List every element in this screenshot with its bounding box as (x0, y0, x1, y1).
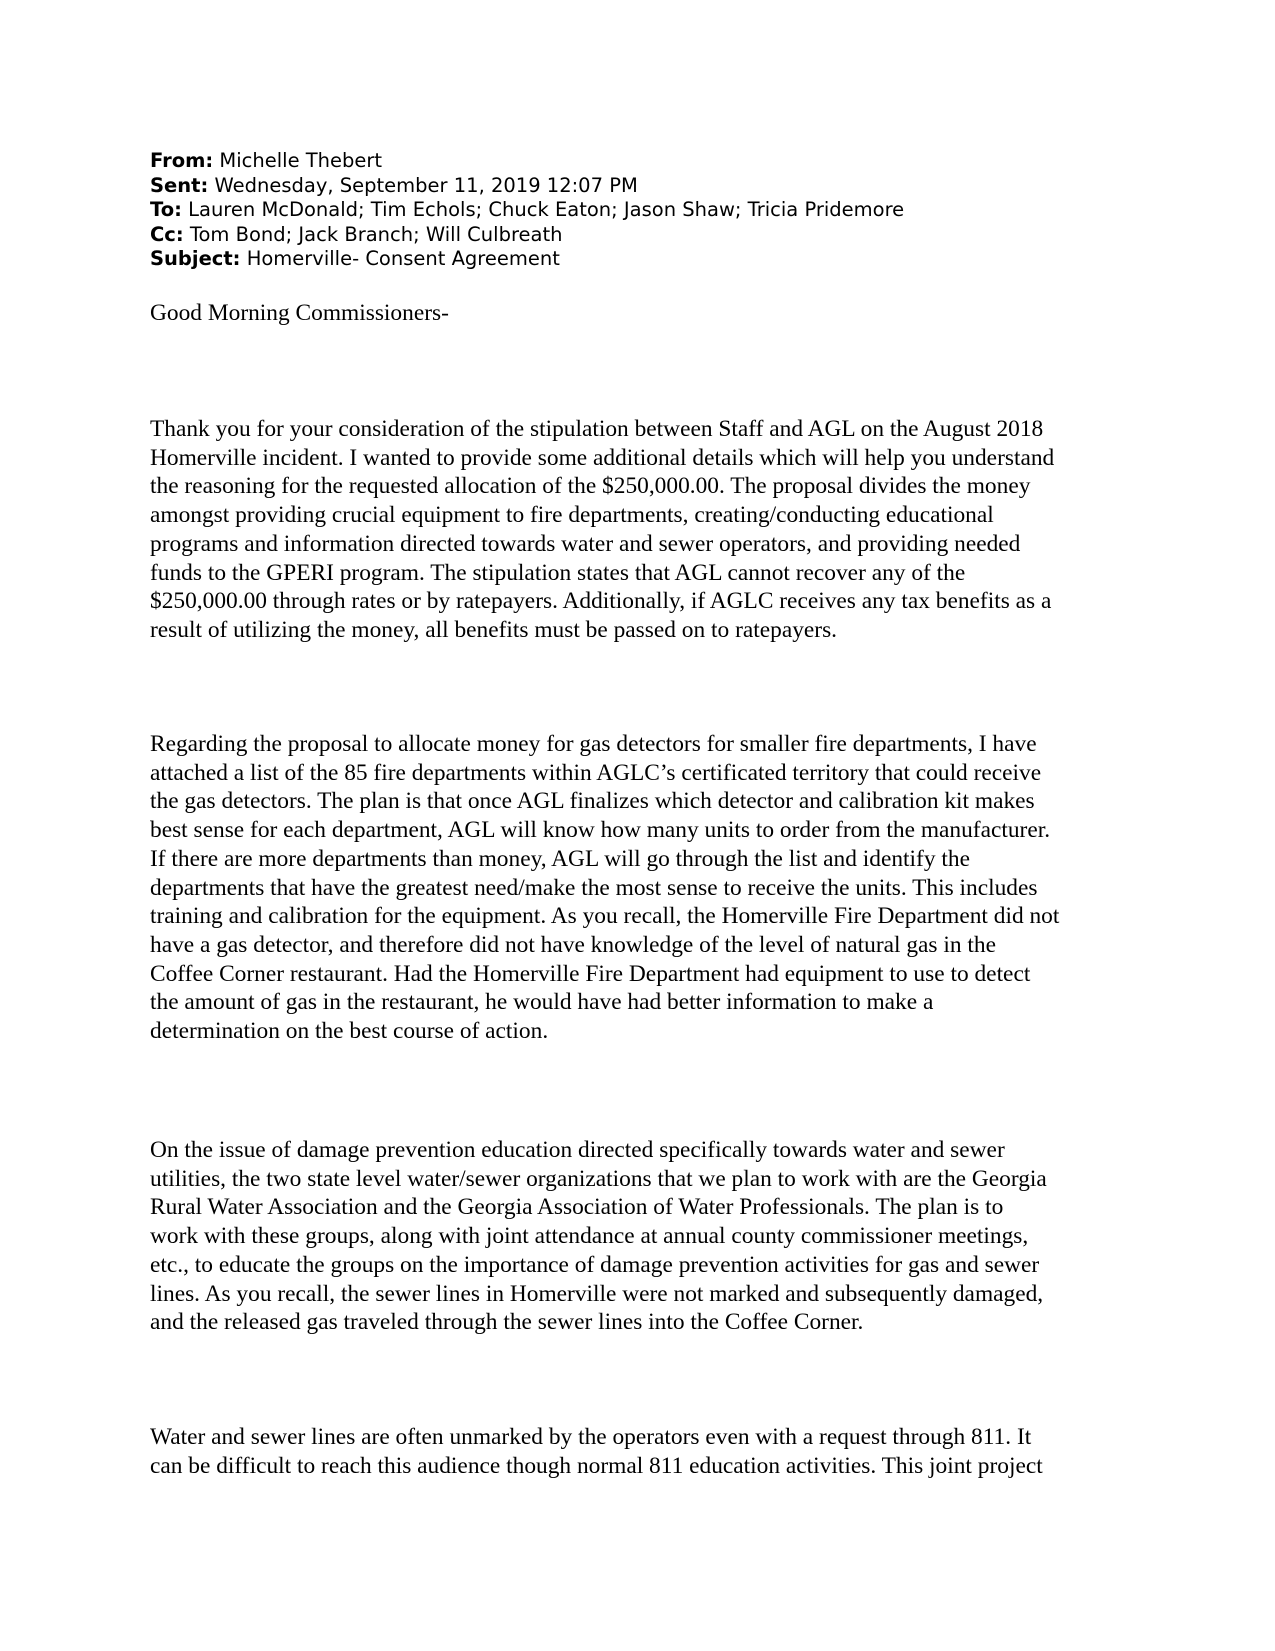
paragraph-stipulation (150, 415, 1200, 645)
to-row (150, 198, 1150, 223)
sent-label: Sent: (150, 173, 209, 197)
paragraph-line: best sense for each department, AGL will know how many units to order from the manufacturer. (150, 817, 1051, 844)
paragraph-line: work with these groups, along with joint attendance at annual county commissioner meetings, (150, 1223, 1029, 1250)
paragraph-line: Regarding the proposal to allocate money for gas detectors for smaller fire departments, I have (150, 731, 1037, 757)
subject-label: Subject: (150, 247, 241, 270)
sent-value: Wednesday, September 11, 2019 12:07 PM (214, 173, 638, 197)
cc-value: Tom Bond; Jack Branch; Will Culbreath (189, 222, 563, 246)
paragraph-water-sewer-lines (150, 1423, 1200, 1480)
paragraph-line: $250,000.00 through rates or by ratepayers. Additionally, if AGLC receives any tax benefits as a (150, 588, 1052, 615)
sent-row (150, 174, 1150, 199)
paragraph-line: If there are more departments than money, AGL will go through the list and identify the (150, 845, 970, 872)
cc-label: Cc: (150, 222, 184, 246)
to-label: To: (150, 198, 182, 221)
paragraph-line: the gas detectors. The plan is that once AGL finalizes which detector and calibration kit makes (150, 788, 1035, 815)
paragraph-line: departments that have the greatest need/make the most sense to receive the units. This includes (150, 874, 1038, 901)
paragraph-line: etc., to educate the groups on the importance of damage prevention activities for gas and sewer (150, 1251, 1040, 1278)
subject-value: Homerville- Consent Agreement (246, 247, 560, 270)
paragraph-line: On the issue of damage prevention education directed specifically towards water and sewer (150, 1137, 1005, 1163)
paragraph-line: attached a list of the 85 fire departments within AGLC’s certificated territory that could receive (150, 759, 1042, 786)
paragraph-line: determination on the best course of action. (150, 1018, 549, 1045)
subject-row (150, 247, 1150, 272)
paragraph-line: funds to the GPERI program. The stipulation states that AGL cannot recover any of the (150, 559, 966, 586)
paragraph-damage-prevention (150, 1136, 1200, 1337)
paragraph-line: amongst providing crucial equipment to fire departments, creating/conducting educational (150, 502, 994, 529)
greeting-text: Good Morning Commissioners- (150, 300, 449, 326)
to-value: Lauren McDonald; Tim Echols; Chuck Eaton; Jason Shaw; Tricia Pridemore (188, 198, 905, 221)
paragraph-line: training and calibration for the equipment. As you recall, the Homerville Fire Department did not (150, 903, 1060, 930)
email-header (150, 149, 1150, 272)
paragraph-line: Rural Water Association and the Georgia Association of Water Professionals. The plan is to (150, 1194, 1004, 1221)
paragraph-line: lines. As you recall, the sewer lines in Homerville were not marked and subsequently damaged, (150, 1280, 1044, 1307)
from-label: From: (150, 149, 214, 172)
paragraph-line: result of utilizing the money, all benefits must be passed on to ratepayers. (150, 616, 838, 643)
paragraph-line: Homerville incident. I wanted to provide some additional details which will help you understand (150, 444, 1055, 471)
paragraph-line: Water and sewer lines are often unmarked by the operators even with a request through 811. It (150, 1424, 1032, 1450)
from-value: Michelle Thebert (219, 149, 383, 172)
paragraph-line: and the released gas traveled through the sewer lines into the Coffee Corner. (150, 1309, 864, 1336)
paragraph-line: the reasoning for the requested allocation of the $250,000.00. The proposal divides the money (150, 473, 1031, 500)
paragraph-line: utilities, the two state level water/sewer organizations that we plan to work with are the Georgia (150, 1165, 1047, 1192)
greeting (150, 299, 1200, 328)
paragraph-line: can be difficult to reach this audience though normal 811 education activities. This joint project (150, 1452, 1043, 1479)
cc-row (150, 223, 1150, 248)
paragraph-line: the amount of gas in the restaurant, he would have had better information to make a (150, 989, 934, 1016)
paragraph-gas-detectors (150, 730, 1200, 1046)
paragraph-line: Thank you for your consideration of the stipulation between Staff and AGL on the August 2018 (150, 416, 1044, 442)
paragraph-line: programs and information directed towards water and sewer operators, and providing needed (150, 530, 1021, 557)
paragraph-line: Coffee Corner restaurant. Had the Homerville Fire Department had equipment to use to detect (150, 960, 1031, 987)
paragraph-line: have a gas detector, and therefore did not have knowledge of the level of natural gas in the (150, 931, 996, 958)
from-row (150, 149, 1150, 174)
